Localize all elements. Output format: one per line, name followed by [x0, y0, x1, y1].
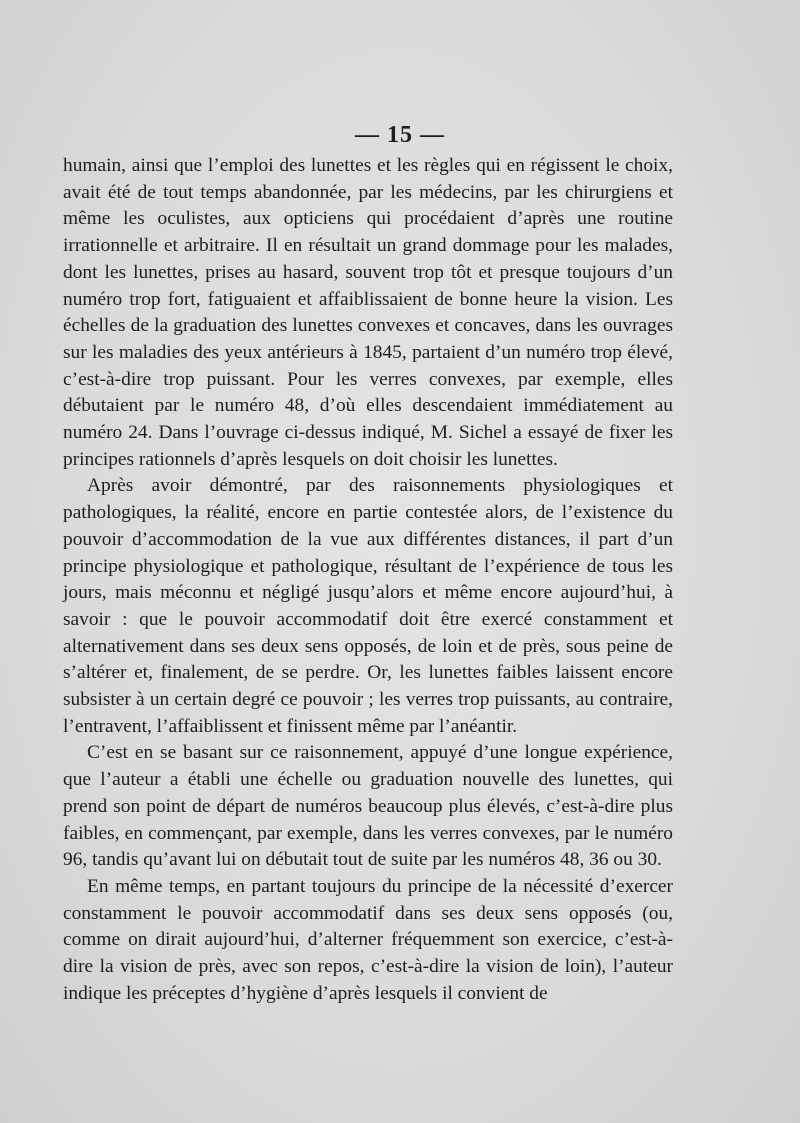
paragraph-2: Après avoir démontré, par des raisonnements physiologiques et pathologiques, la réalité, encore en partie contestée alors, de l’existence du pouvoir d’accommodation de la vue aux différentes distances, il part d’un principe physiologique et pathologique, résultant de l’expérience de tous les jours, mais méconnu et négligé jusqu’alors et même encore aujourd’hui, à savoir : que le pouvoir accommodatif doit être exercé constamment et alternativement dans ses deux sens opposés, de loin et de près, sous peine de s’altérer et, finalement, de se perdre. Or, les lunettes faibles laissent encore subsister à un certain degré ce pouvoir ; les verres trop puissants, au contraire, l’entravent, l’affaiblissent et finissent même par l’anéantir.: [63, 475, 673, 737]
body-text: [63, 153, 673, 1008]
paragraph-3: C’est en se basant sur ce raisonnement, appuyé d’une longue expérience, que l’auteur a établi une échelle ou graduation nouvelle des lunettes, qui prend son point de départ de numéros beaucoup plus élevés, c’est-à-dire plus faibles, en commençant, par exemple, dans les verres convexes, par le numéro 96, tandis qu’avant lui on débutait tout de suite par les numéros 48, 36 ou 30.: [63, 742, 673, 871]
paragraph-1: humain, ainsi que l’emploi des lunettes et les règles qui en régissent le choix, avait été de tout temps abandonnée, par les médecins, par les chirurgiens et même les oculistes, aux opticiens qui procédaient d’après une routine irrationnelle et arbitraire. Il en résultait un grand dommage pour les malades, dont les lunettes, prises au hasard, souvent trop tôt et presque toujours d’un numéro trop fort, fatiguaient et affaiblissaient de bonne heure la vision. Les échelles de la graduation des lunettes convexes et concaves, dans les ouvrages sur les maladies des yeux antérieurs à 1845, partaient d’un numéro trop élevé, c’est-à-dire trop puissant. Pour les verres convexes, par exemple, elles débutaient par le numéro 48, d’où elles descendaient immédiatement au numéro 24. Dans l’ouvrage ci-dessus indiqué, M. Sichel a essayé de fixer les principes rationnels d’après lesquels on doit choisir les lunettes.: [63, 155, 673, 470]
paragraph-4: En même temps, en partant toujours du principe de la nécessité d’exercer constamment le pouvoir accommodatif dans ses deux sens opposés (ou, comme on dirait aujourd’hui, d’alterner fréquemment son exercice, c’est-à-dire la vision de près, avec son repos, c’est-à-dire la vision de loin), l’auteur indique les préceptes d’hygiène d’après lesquels il convient de: [63, 875, 673, 1004]
page-number: — 15 —: [355, 122, 445, 148]
